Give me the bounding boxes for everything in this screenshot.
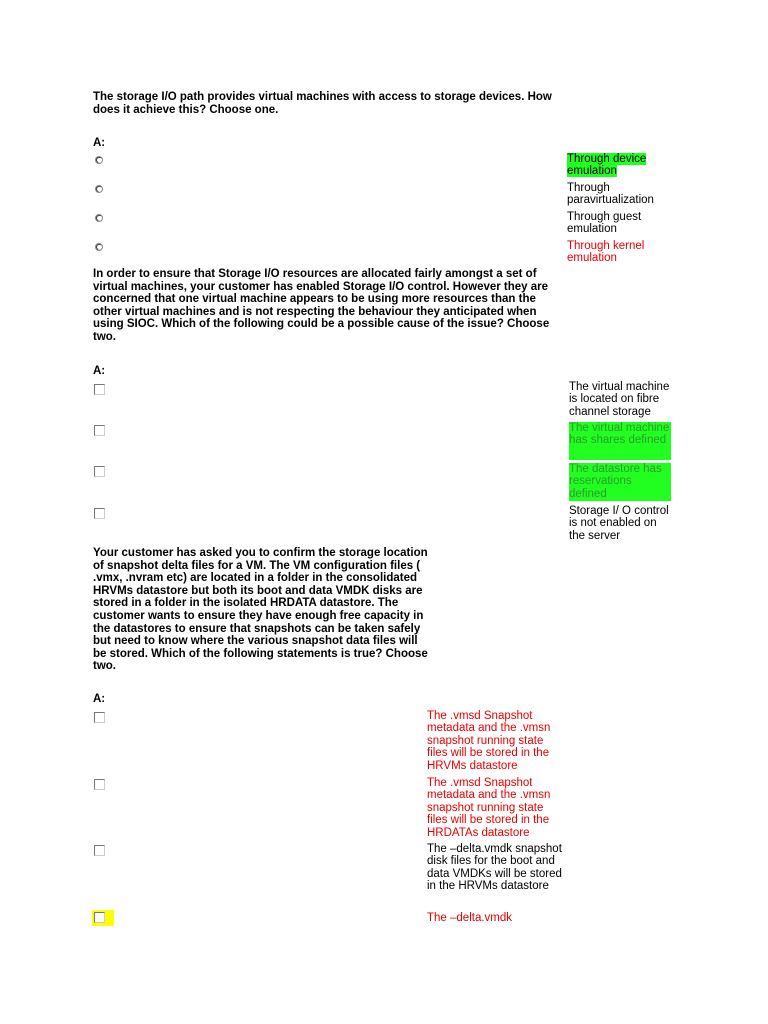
q1-option-1-text: Through device emulation <box>567 153 647 178</box>
q3-option-4-checkbox[interactable] <box>94 912 105 923</box>
q1-option-4-text: Through kernel emulation <box>567 240 645 265</box>
q1-option-2-radio[interactable] <box>95 185 103 193</box>
q1-option-4-radio[interactable] <box>95 243 103 251</box>
q3-option-3-text: The –delta.vmdk snapshot disk files for the boot and data VMDKs will be stored in the HRVMs datastore <box>427 843 562 893</box>
q2-option-3-checkbox[interactable] <box>94 466 105 477</box>
q1-option-2-text: Through paravirtualization <box>567 182 654 207</box>
q3-option-1-checkbox[interactable] <box>94 712 105 723</box>
question-2-answer-label: A: <box>93 365 106 377</box>
q2-option-2-text: The virtual machine has shares defined <box>569 422 671 460</box>
q2-option-1-checkbox[interactable] <box>94 384 105 395</box>
q3-option-1-text: The .vmsd Snapshot metadata and the .vmsn snapshot running state files will be stored in the HRVMs datastore <box>427 710 551 772</box>
q3-option-2-text: The .vmsd Snapshot metadata and the .vmsn snapshot running state files will be stored in the HRDATAs datastore <box>427 777 551 839</box>
q1-option-3-radio[interactable] <box>95 214 103 222</box>
question-1-text: The storage I/O path provides virtual machines with access to storage devices. How does it achieve this? Choose one. <box>93 91 552 116</box>
question-3-answer-label: A: <box>93 693 106 705</box>
q3-option-2-checkbox[interactable] <box>94 779 105 790</box>
question-2-text: In order to ensure that Storage I/O resources are allocated fairly amongst a set of virtual machines, your customer has enabled Storage I/O control. However they are concerned that one virtual machine appears to be using more resources than the other virtual machines and is not respecting the behaviour they anticipated when using SIOC. Which of the following could be a possible cause of the issue? Choose two. <box>93 268 550 343</box>
q2-option-1-text: The virtual machine is located on fibre channel storage <box>569 381 670 418</box>
q3-option-4-text: The –delta.vmdk <box>427 912 513 924</box>
q2-option-4-checkbox[interactable] <box>94 508 105 519</box>
q2-option-3-text: The datastore has reservations defined <box>569 463 671 501</box>
q1-option-1-radio[interactable] <box>95 156 103 164</box>
q2-option-4-text: Storage I/ O control is not enabled on the server <box>569 505 669 542</box>
q1-option-3-text: Through guest emulation <box>567 211 642 236</box>
question-3-text: Your customer has asked you to confirm the storage location of snapshot delta files for a VM. The VM configuration files ( .vmx, .nvram etc) are located in a folder in the consolidated HRVMs datastore but both its boot and data VMDK disks are stored in a folder in the isolated HRDATA datastore. The customer wants to ensure they have enough free capacity in the datastores to ensure that snapshots can be taken safely but need to know where the various snapshot data files will be stored. Which of the following statements is true? Choose two. <box>93 547 428 673</box>
q2-option-2-checkbox[interactable] <box>94 425 105 436</box>
question-1-answer-label: A: <box>93 137 106 149</box>
q3-option-3-checkbox[interactable] <box>94 845 105 856</box>
